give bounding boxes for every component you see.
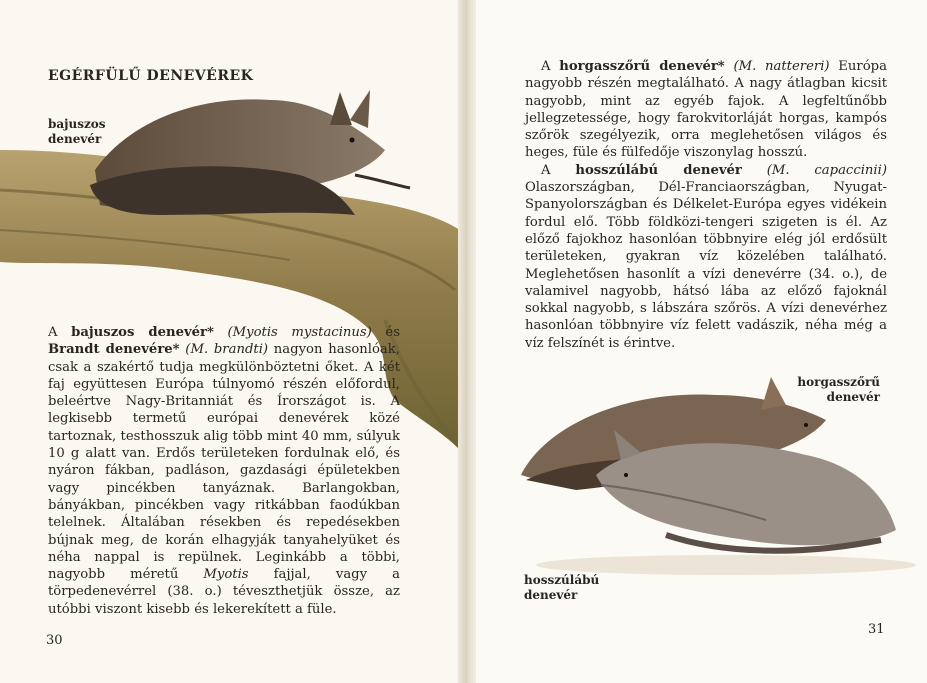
caption-line: bajuszos [48, 117, 106, 131]
text-run: A [541, 162, 576, 178]
paragraph [525, 58, 887, 162]
page-number: 31 [868, 622, 885, 637]
section-heading: EGÉRFÜLŰ DENEVÉREK [48, 68, 254, 84]
latin-name: (Myotis mystacinus) [227, 325, 372, 340]
text-run: fajjal, vagy a törpedenevérrel (38. o.) téveszthetjük össze, az utóbbi viszont kisebb és lekerekített a füle. [48, 567, 400, 617]
caption-line: denevér [826, 390, 880, 404]
text-run: Európa nagyobb részén megtalálható. A nagy átlagban kicsit nagyobb, mint az egyéb fajok. A legfeltűnőbb jellegzetessége, hogy farokvitorláját horgas, kampós szőrök szegélyezik, orra meglehetősen világos és heges, füle és fülfedője viszonylag hosszú. [525, 59, 887, 161]
caption-line: horgasszőrű [797, 375, 880, 389]
caption-long-fingered-bat [524, 573, 599, 603]
caption-line: hosszúlábú [524, 573, 600, 587]
species-name: Brandt denevére* [48, 342, 180, 358]
body-text-left [48, 324, 400, 618]
latin-name: (M. nattereri) [733, 59, 830, 74]
caption-line: denevér [48, 132, 102, 146]
text-run: és [371, 325, 401, 340]
latin-name: (M. brandti) [185, 342, 269, 358]
right-page [466, 0, 927, 683]
caption-whiskered-bat [48, 117, 106, 147]
text-run: Olaszországban, Dél-Franciaországban, Nyugat-Spanyolországban és Délkelet-Európa egyes vidékein fordul elő. Több földközi-tengeri szigeten is él. Az előző fajokhoz hasonlóan többnyire elég jól erdősült területeken, gyakran víz közelében található. Meglehetősen hasonlít a vízi denevérre (34. o.), de valamivel nagyobb, hátsó lába az előző fajoknál sokkal nagyobb, s lábszára szőrös. A vízi denevérhez hasonlóan többnyire víz felett vadászik, néha még a víz felszínét is érintve. [525, 180, 887, 351]
caption-line: denevér [524, 588, 578, 602]
page-number: 30 [46, 633, 63, 648]
species-name: horgasszőrű denevér* [559, 59, 725, 74]
text-run: nagyon hasonlóak, csak a szakértő tudja megkülönböztetni őket. A két faj együttesen Európa túlnyomó részén előfordul, beleértve Nagy-Britanniát és Írországot is. A legkisebb termetű európai denevérek közé tartoznak, testhosszuk alig több mint 40 mm, súlyuk 10 g alatt van. Erdős területeken fordulnak elő, és nyáron fákban, padláson, gazdasági épületekben vagy pincékben tanyáznak. Barlangokban, bányákban, pincékben vagy ritkábban faodúkban telelnek. Általában résekben és repedésekben bújnak meg, de korán elhagyják tanyahelyüket és néha nappal is repülnek. Leginkább a többi, nagyobb méretű [48, 342, 400, 583]
species-name: bajuszos denevér* [71, 325, 214, 340]
body-text-right [525, 58, 887, 352]
latin-name: Myotis [203, 567, 249, 583]
paragraph [525, 162, 887, 352]
text-run [214, 325, 228, 340]
book-gutter [458, 0, 476, 683]
latin-name: (M. capaccinii) [766, 162, 887, 178]
text-run: A [541, 59, 560, 74]
text-run: A [48, 325, 72, 340]
paragraph [48, 324, 400, 618]
species-name: hosszúlábú denevér [575, 162, 742, 178]
caption-natterers-bat [770, 375, 880, 405]
text-run [742, 163, 767, 178]
